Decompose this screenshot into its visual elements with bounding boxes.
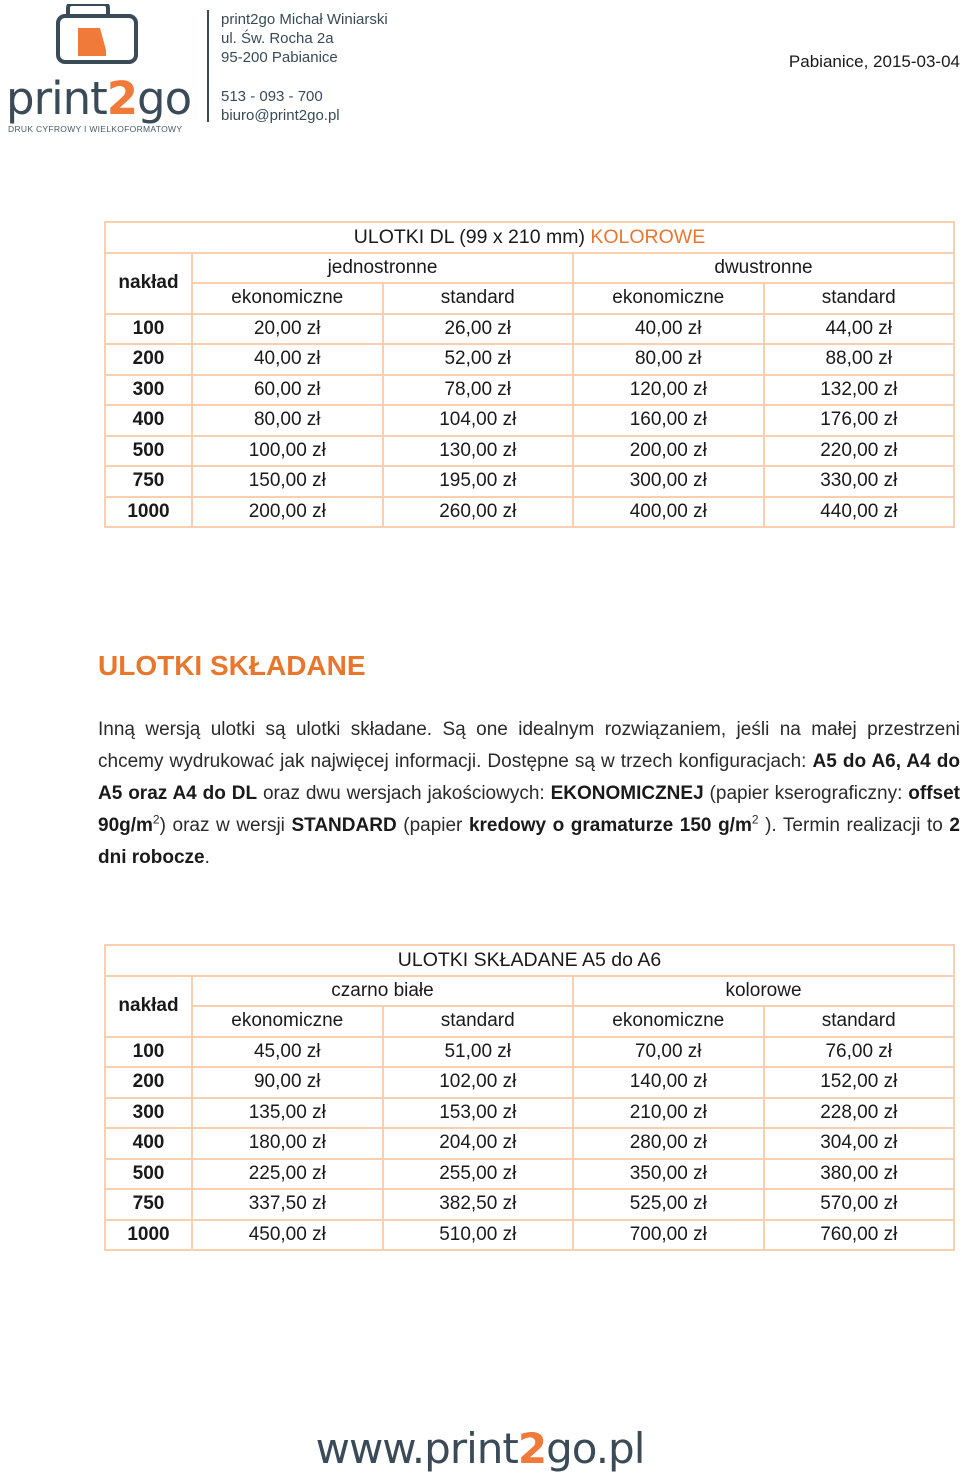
price-cell: 300,00 zł: [573, 466, 764, 497]
table-row: [105, 436, 954, 467]
price-cell: 44,00 zł: [764, 314, 955, 345]
price-cell: 380,00 zł: [764, 1159, 955, 1190]
table-row: [105, 1189, 954, 1220]
price-cell: 150,00 zł: [192, 466, 383, 497]
quantity-cell: 750: [105, 466, 192, 497]
section-title: ULOTKI SKŁADANE: [98, 650, 366, 681]
table-row: [105, 375, 954, 406]
price-cell: 135,00 zł: [192, 1098, 383, 1129]
table-row: [105, 1159, 954, 1190]
column-header: ekonomiczne: [573, 1006, 764, 1037]
price-cell: 195,00 zł: [383, 466, 574, 497]
price-cell: 26,00 zł: [383, 314, 574, 345]
company-phone: 513 - 093 - 700: [221, 88, 323, 105]
price-cell: 80,00 zł: [573, 344, 764, 375]
column-group-black-white: czarno białe: [192, 976, 573, 1007]
column-header: standard: [383, 1006, 574, 1037]
quantity-cell: 500: [105, 1159, 192, 1190]
table-row: [105, 1067, 954, 1098]
price-cell: 52,00 zł: [383, 344, 574, 375]
column-group-one-sided: jednostronne: [192, 253, 573, 284]
footer-website[interactable]: www.print2go.pl: [315, 1424, 645, 1473]
section-description: Inną wersją ulotki są ulotki składane. Są one idealnym rozwiązaniem, jeśli na małej przestrzeni chcemy wydrukować jak najwięcej informacji. Dostępne są w trzech konfiguracjach: A5 do A6, A4 do A5 oraz A4 do DL oraz dwu wersjach jakościowych: EKONOMICZNEJ (papier kserograficzny: offset $90g/m^2$) oraz w wersji STANDARD (papier kredowy o gramaturze 150 $g/m^2$ ). Termin realizacji to 2 dni robocze.: [98, 719, 960, 868]
quantity-cell: 500: [105, 436, 192, 467]
price-cell: 78,00 zł: [383, 375, 574, 406]
table-row: [105, 405, 954, 436]
table-row: [105, 466, 954, 497]
price-cell: 60,00 zł: [192, 375, 383, 406]
column-header: standard: [764, 283, 955, 314]
column-group-color: kolorowe: [573, 976, 954, 1007]
quantity-cell: 400: [105, 1128, 192, 1159]
price-cell: 330,00 zł: [764, 466, 955, 497]
column-header: ekonomiczne: [192, 1006, 383, 1037]
price-cell: 40,00 zł: [573, 314, 764, 345]
price-table-dl: [104, 221, 955, 528]
price-cell: 304,00 zł: [764, 1128, 955, 1159]
price-cell: 200,00 zł: [192, 497, 383, 528]
price-cell: 130,00 zł: [383, 436, 574, 467]
column-header: ekonomiczne: [192, 283, 383, 314]
price-cell: 51,00 zł: [383, 1037, 574, 1068]
table-row: [105, 1220, 954, 1251]
quantity-cell: 200: [105, 1067, 192, 1098]
price-cell: 760,00 zł: [764, 1220, 955, 1251]
price-cell: 40,00 zł: [192, 344, 383, 375]
price-cell: 76,00 zł: [764, 1037, 955, 1068]
price-table-folded: [104, 944, 955, 1251]
price-cell: 88,00 zł: [764, 344, 955, 375]
quantity-cell: 400: [105, 405, 192, 436]
price-cell: 525,00 zł: [573, 1189, 764, 1220]
price-cell: 440,00 zł: [764, 497, 955, 528]
price-cell: 102,00 zł: [383, 1067, 574, 1098]
price-cell: 700,00 zł: [573, 1220, 764, 1251]
price-cell: 176,00 zł: [764, 405, 955, 436]
price-cell: 140,00 zł: [573, 1067, 764, 1098]
logo-tagline: DRUK CYFROWY I WIELKOFORMATOWY: [8, 124, 183, 134]
price-cell: 20,00 zł: [192, 314, 383, 345]
price-cell: 204,00 zł: [383, 1128, 574, 1159]
price-cell: 450,00 zł: [192, 1220, 383, 1251]
price-cell: 570,00 zł: [764, 1189, 955, 1220]
table-title: ULOTKI SKŁADANE A5 do A6: [105, 945, 954, 976]
price-cell: 210,00 zł: [573, 1098, 764, 1129]
price-cell: 90,00 zł: [192, 1067, 383, 1098]
table-row: [105, 344, 954, 375]
price-cell: 200,00 zł: [573, 436, 764, 467]
price-cell: 260,00 zł: [383, 497, 574, 528]
price-cell: 228,00 zł: [764, 1098, 955, 1129]
price-cell: 104,00 zł: [383, 405, 574, 436]
price-cell: 153,00 zł: [383, 1098, 574, 1129]
table-row: [105, 1037, 954, 1068]
table-row: [105, 1128, 954, 1159]
printer-icon: [6, 4, 186, 74]
price-cell: 400,00 zł: [573, 497, 764, 528]
price-cell: 220,00 zł: [764, 436, 955, 467]
table-title: ULOTKI DL (99 x 210 mm) KOLOROWE: [105, 222, 954, 253]
price-cell: 180,00 zł: [192, 1128, 383, 1159]
price-cell: 350,00 zł: [573, 1159, 764, 1190]
table-row: [105, 1098, 954, 1129]
price-cell: 337,50 zł: [192, 1189, 383, 1220]
quantity-cell: 1000: [105, 497, 192, 528]
price-cell: 132,00 zł: [764, 375, 955, 406]
column-header-quantity: nakład: [105, 976, 192, 1037]
quantity-cell: 100: [105, 1037, 192, 1068]
price-cell: 80,00 zł: [192, 405, 383, 436]
price-cell: 255,00 zł: [383, 1159, 574, 1190]
column-header: standard: [764, 1006, 955, 1037]
price-cell: 160,00 zł: [573, 405, 764, 436]
quantity-cell: 750: [105, 1189, 192, 1220]
quantity-cell: 1000: [105, 1220, 192, 1251]
quantity-cell: 300: [105, 375, 192, 406]
column-header-quantity: nakład: [105, 253, 192, 314]
quantity-cell: 200: [105, 344, 192, 375]
price-cell: 280,00 zł: [573, 1128, 764, 1159]
quantity-cell: 300: [105, 1098, 192, 1129]
company-name: print2go Michał Winiarski: [221, 11, 388, 28]
price-cell: 152,00 zł: [764, 1067, 955, 1098]
price-cell: 382,50 zł: [383, 1189, 574, 1220]
company-street: ul. Św. Rocha 2a: [221, 30, 334, 47]
price-cell: 70,00 zł: [573, 1037, 764, 1068]
company-email: biuro@print2go.pl: [221, 107, 340, 124]
company-city: 95-200 Pabianice: [221, 49, 338, 66]
price-cell: 225,00 zł: [192, 1159, 383, 1190]
column-group-two-sided: dwustronne: [573, 253, 954, 284]
company-logo: [6, 4, 192, 134]
document-date: Pabianice, 2015-03-04: [788, 52, 960, 71]
price-cell: 100,00 zł: [192, 436, 383, 467]
column-header: standard: [383, 283, 574, 314]
company-address: [207, 10, 388, 122]
table-row: [105, 497, 954, 528]
price-cell: 510,00 zł: [383, 1220, 574, 1251]
price-cell: 120,00 zł: [573, 375, 764, 406]
price-cell: 45,00 zł: [192, 1037, 383, 1068]
column-header: ekonomiczne: [573, 283, 764, 314]
table-row: [105, 314, 954, 345]
quantity-cell: 100: [105, 314, 192, 345]
logo-wordmark: print2go: [6, 72, 192, 125]
